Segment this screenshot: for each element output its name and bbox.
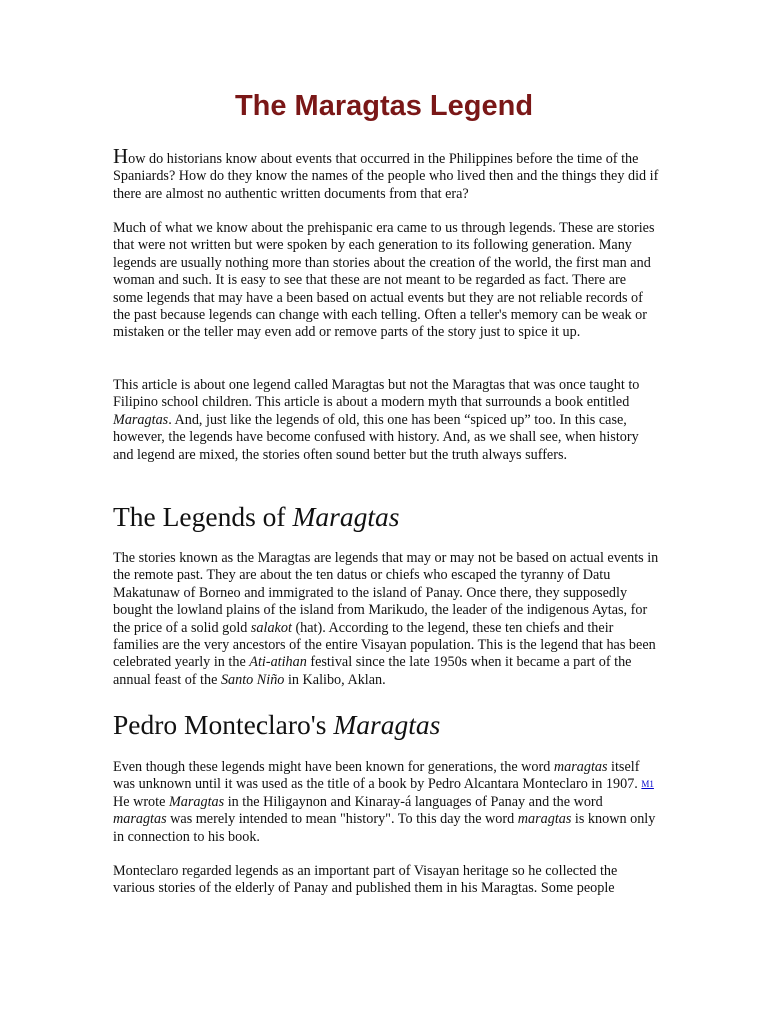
paragraph-prehispanic-legends (113, 220, 659, 342)
paragraph-article-scope (113, 377, 659, 464)
paragraph-monteclaro-heritage-text: Monteclaro regarded legends as an important part of Visayan heritage so he collected the various stories of the elderly of Panay and published them in his Maragtas. Some people (113, 863, 618, 897)
text-run: festival since the late 1950s when it became a part of the annual feast of the (113, 654, 632, 688)
section-heading-monteclaro-maragtas (113, 708, 673, 742)
paragraph-ten-datus (113, 550, 659, 689)
drop-cap: H (113, 144, 129, 168)
text-run: is known only in connection to his book. (113, 811, 656, 845)
text-run: was merely intended to mean "history". To this day the word (166, 811, 518, 828)
italic-term-ati-atihan: Ati-atihan (249, 654, 307, 671)
text-run: in the Hiligaynon and Kinaray-á languages of Panay and the word (224, 793, 603, 810)
page-title: The Maragtas Legend (234, 90, 534, 122)
text-run: The stories known as the Maragtas are legends that may or may not be based on actual events in the remote past. They are about the ten datus or chiefs who escaped the tyranny of Datu Makatunaw of Borneo and immigrated to the island of Panay. Once there, they supposedly bought the lowland plains of the island from Marikudo, the leader of the indigenous Aytas, for the price of a solid gold (113, 550, 659, 636)
text-run: Even though these legends might have been known for generations, the word (113, 759, 554, 775)
paragraph-word-maragtas (113, 759, 659, 846)
italic-word-maragtas: maragtas (113, 811, 167, 828)
text-run: He wrote (113, 793, 169, 810)
italic-term-salakot: salakot (250, 619, 292, 636)
footnote-link-m1[interactable]: M1 (641, 779, 654, 790)
text-run: itself was unknown until it was used as the title of a book by Pedro Alcantara Monteclaro in 1907. (113, 759, 642, 793)
heading-italic-text: Maragtas (292, 501, 400, 532)
text-run: . And, just like the legends of old, this one has been “spiced up” too. In this case, however, the legends have become confused with history. And, as we shall see, when history and legend are mixed, the stories often sound better but the truth always suffers. (113, 411, 639, 463)
italic-word-maragtas: maragtas (553, 759, 608, 775)
heading-italic-text: Maragtas (333, 709, 441, 740)
italic-book-title: Maragtas (168, 793, 225, 810)
italic-book-title: Maragtas (113, 411, 169, 428)
italic-term-santo-nino: Santo Niño (220, 671, 285, 688)
heading-text: Pedro Monteclaro's (113, 709, 334, 740)
section-heading-legends-of-maragtas (113, 500, 673, 534)
paragraph-intro (113, 144, 659, 203)
text-run: This article is about one legend called Maragtas but not the Maragtas that was once taught to Filipino school children. This article is about a modern myth that surrounds a book entitled (113, 377, 640, 411)
italic-word-maragtas: maragtas (517, 811, 572, 828)
text-run: in Kalibo, Aklan. (284, 671, 386, 688)
text-run: (hat). According to the legend, these ten chiefs and their families are the very ancestors of the entire Visayan population. This is the legend that has been celebrated yearly in the (113, 619, 656, 671)
heading-text: The Legends of (113, 501, 293, 532)
paragraph-monteclaro-heritage (113, 863, 659, 898)
paragraph-intro-text: ow do historians know about events that occurred in the Philippines before the time of the Spaniards? How do they know the names of the people who lived then and the things they did if there are almost no authentic written documents from that era? (113, 151, 659, 202)
paragraph-prehispanic-legends-text: Much of what we know about the prehispanic era came to us through legends. These are stories that were not written but were spoken by each generation to its following generation. Many legends are usually nothing more than stories about the creation of the world, the first man and woman and such. It is easy to see that these are not meant to be regarded as fact. There are some legends that may have a been based on actual events but they are not reliable records of the past because legends can change with each telling. Often a teller's memory can be weak or mistaken or the teller may even add or remove parts of the story just to spice it up. (113, 220, 655, 341)
